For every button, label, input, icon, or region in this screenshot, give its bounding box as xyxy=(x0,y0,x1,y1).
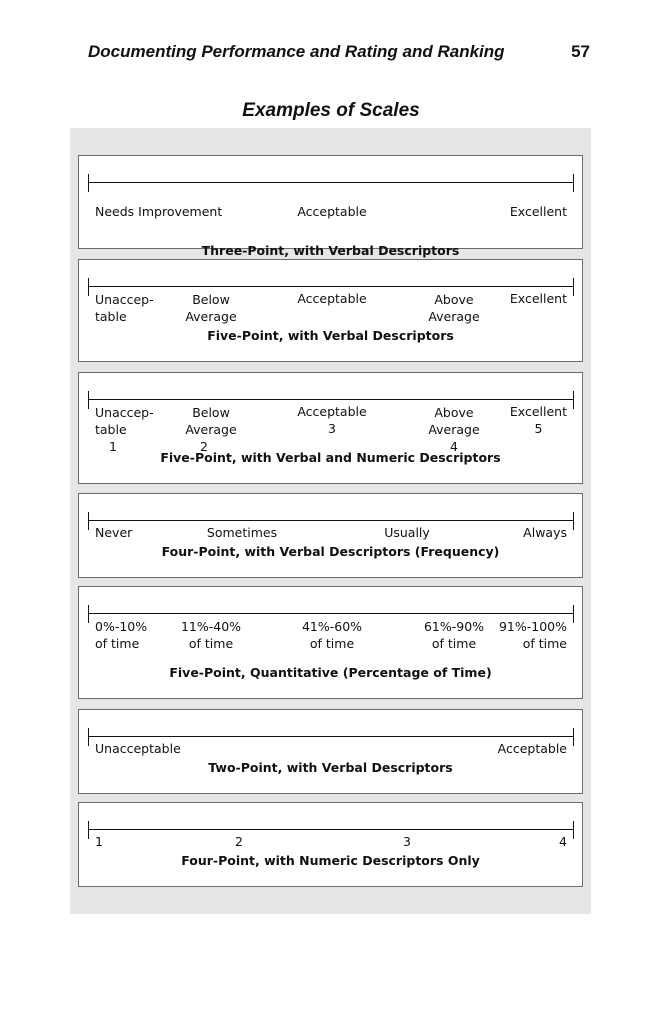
scale-point-label-line: 41%-60% xyxy=(301,619,363,634)
scale-caption: Four-Point, with Verbal Descriptors (Frequency) xyxy=(161,544,500,559)
scale-box-6 xyxy=(78,709,583,794)
scale-point-label xyxy=(95,524,132,541)
scale-point-label-line: of time xyxy=(522,636,567,651)
scale-box-2 xyxy=(78,259,583,362)
scale-point-label xyxy=(207,524,277,541)
scale-point-label-line: of time xyxy=(309,636,355,651)
scale-point-label xyxy=(510,203,567,220)
scale-point-label xyxy=(297,203,366,220)
scale-point-label-line: 0%-10% xyxy=(95,619,148,634)
scale-point-label xyxy=(95,291,154,325)
scale-point-label-line: Excellent xyxy=(509,404,567,419)
scale-point-label xyxy=(95,404,154,455)
scale-point-label-line: table xyxy=(95,309,127,324)
scale-point-label-line: 3 xyxy=(328,421,336,436)
scale-box-4 xyxy=(78,493,583,578)
scale-point-label-line: 1 xyxy=(109,439,117,454)
scale-point-label xyxy=(499,618,567,652)
scale-point-label xyxy=(235,833,243,850)
scale-point-label-line: Above xyxy=(434,292,474,307)
scale-point-label xyxy=(403,833,411,850)
scale-point-label-line: Unaccep- xyxy=(95,405,154,420)
scale-point-label-line: Needs Improvement xyxy=(95,204,223,219)
scale-point-label-line: Average xyxy=(428,422,480,437)
scale-point-label-line: Always xyxy=(523,525,567,540)
scale-caption: Five-Point, with Verbal Descriptors xyxy=(207,328,454,343)
scale-point-label xyxy=(510,403,567,437)
scale-point-label-line: Acceptable xyxy=(297,204,367,219)
scale-point-label-line: Acceptable xyxy=(497,741,567,756)
scale-caption: Five-Point, Quantitative (Percentage of Time) xyxy=(169,665,492,680)
scale-point-label-line: 91%-100% xyxy=(498,619,567,634)
scale-point-label xyxy=(384,524,430,541)
scale-caption: Two-Point, with Verbal Descriptors xyxy=(208,760,453,775)
scale-point-label-line: 2 xyxy=(235,834,243,849)
scale-point-label-line: Excellent xyxy=(509,204,567,219)
scale-right-end-tick xyxy=(573,174,574,192)
scale-point-label xyxy=(95,833,103,850)
scale-axis-line xyxy=(88,520,574,521)
scale-left-end-tick xyxy=(88,605,89,623)
scale-point-label-line: Unaccep- xyxy=(95,292,154,307)
scale-point-label xyxy=(185,291,236,325)
scale-point-label xyxy=(523,524,567,541)
scale-left-end-tick xyxy=(88,821,89,839)
scale-point-label-line: Unacceptable xyxy=(95,741,181,756)
scale-point-label-line: Never xyxy=(95,525,133,540)
scale-point-label xyxy=(95,618,147,652)
scale-right-end-tick xyxy=(573,605,574,623)
running-head-title: Documenting Performance and Rating and Ranking xyxy=(88,42,505,61)
scale-right-end-tick xyxy=(573,728,574,746)
scale-point-label xyxy=(302,618,362,652)
scale-point-label xyxy=(428,404,479,455)
scale-point-label-line: Average xyxy=(185,422,237,437)
scale-axis-line xyxy=(88,182,574,183)
scale-caption: Five-Point, with Verbal and Numeric Descriptors xyxy=(160,450,501,465)
scale-point-label-line: Average xyxy=(428,309,480,324)
scale-point-label xyxy=(559,833,567,850)
scale-point-label-line: 1 xyxy=(95,834,103,849)
scale-point-label xyxy=(297,290,366,307)
scale-box-1 xyxy=(78,155,583,258)
scale-point-label xyxy=(424,618,484,652)
page-number: 57 xyxy=(571,42,590,61)
scale-caption: Three-Point, with Verbal Descriptors xyxy=(201,243,460,258)
scale-point-label xyxy=(428,291,479,325)
scale-point-label xyxy=(95,740,181,757)
scale-point-label-line: 4 xyxy=(559,834,567,849)
scale-right-end-tick xyxy=(573,278,574,296)
scale-left-end-tick xyxy=(88,278,89,296)
scale-point-label-line: Acceptable xyxy=(297,404,367,419)
scale-point-label xyxy=(510,290,567,307)
scale-axis-line xyxy=(88,286,574,287)
scale-point-label-line: Below xyxy=(192,405,230,420)
scale-point-label-line: Below xyxy=(192,292,230,307)
scale-caption: Four-Point, with Numeric Descriptors Only xyxy=(181,853,480,868)
scale-point-label-line: table xyxy=(95,422,127,437)
running-head xyxy=(88,42,590,66)
figure-title: Examples of Scales xyxy=(242,100,420,121)
scale-point-label-line: 3 xyxy=(403,834,411,849)
scale-point-label xyxy=(181,618,241,652)
scale-right-end-tick xyxy=(573,512,574,530)
scale-point-label-line: Above xyxy=(434,405,474,420)
scale-axis-line xyxy=(88,829,574,830)
scale-point-label-line: Sometimes xyxy=(206,525,278,540)
scale-point-label-line: Acceptable xyxy=(297,291,367,306)
scale-left-end-tick xyxy=(88,391,89,409)
scale-left-end-tick xyxy=(88,512,89,530)
scale-point-label xyxy=(498,740,567,757)
scale-point-label-line: of time xyxy=(188,636,234,651)
scale-point-label-line: Average xyxy=(185,309,237,324)
scale-point-label xyxy=(185,404,236,455)
scale-point-label-line: of time xyxy=(431,636,477,651)
scale-point-label-line: 5 xyxy=(534,421,543,436)
scale-point-label-line: 2 xyxy=(200,439,208,454)
scale-right-end-tick xyxy=(573,391,574,409)
scale-right-end-tick xyxy=(573,821,574,839)
scale-point-label xyxy=(95,203,222,220)
scale-point-label-line: Usually xyxy=(384,525,430,540)
scale-point-label-line: of time xyxy=(95,636,140,651)
scale-box-5 xyxy=(78,586,583,699)
scale-axis-line xyxy=(88,736,574,737)
scale-point-label xyxy=(297,403,366,437)
scale-point-label-line: 4 xyxy=(450,439,458,454)
scales-panel xyxy=(70,128,591,914)
scale-axis-line xyxy=(88,613,574,614)
scale-box-7 xyxy=(78,802,583,887)
scale-point-label-line: 11%-40% xyxy=(180,619,242,634)
scale-box-3 xyxy=(78,372,583,484)
scale-point-label-line: Excellent xyxy=(509,291,567,306)
scale-axis-line xyxy=(88,399,574,400)
scale-point-label-line: 61%-90% xyxy=(423,619,485,634)
scale-left-end-tick xyxy=(88,174,89,192)
scale-left-end-tick xyxy=(88,728,89,746)
